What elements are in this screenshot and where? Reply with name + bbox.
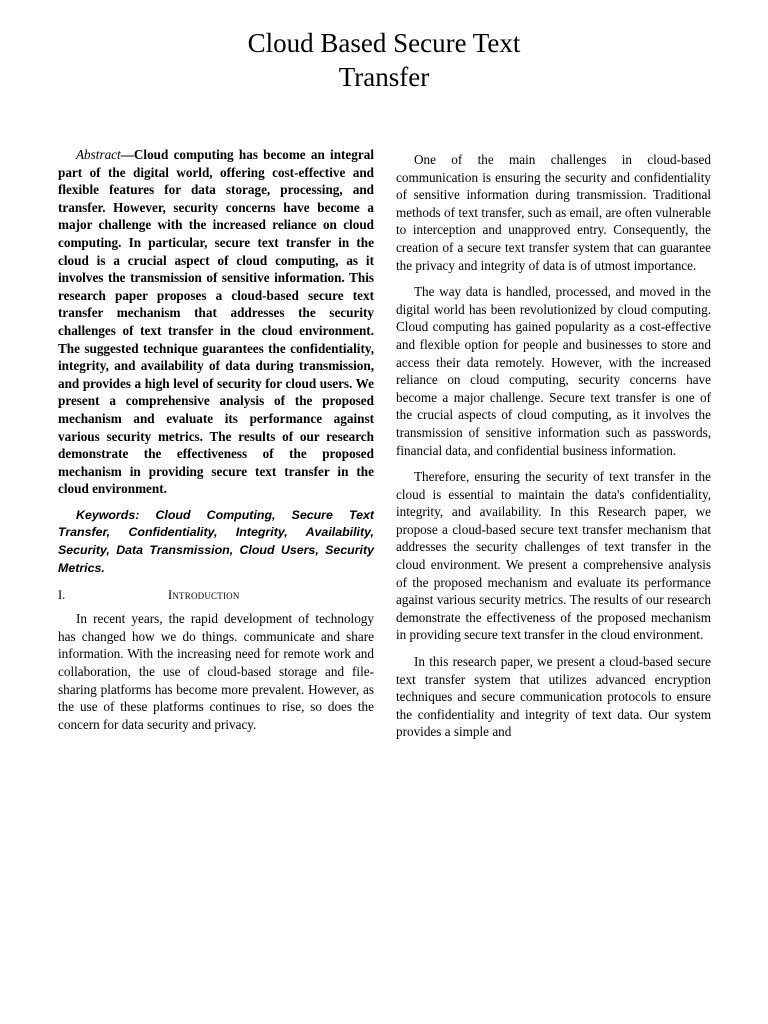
- intro-paragraph-1: In recent years, the rapid development of technology has changed how we do things. communicate and share information. With the increasing need for remote work and collaboration, the use of cloud-based storage and file-sharing platforms has become more prevalent. However, as the use of these platforms continues to rise, so does the concern for data security and privacy.: [58, 611, 374, 732]
- paper-title: [0, 26, 768, 94]
- body-paragraph-2: The way data is handled, processed, and moved in the digital world has been revolutionized by cloud computing. Cloud computing has gained popularity as a cost-effective and flexible option for people and businesses to store and access their data remotely. However, with the increased reliance on cloud computing, security concerns have become a major challenge. Secure text transfer is one of the crucial aspects of cloud computing, as it involves the transmission of sensitive information such as passwords, financial data, and confidential business information.: [396, 284, 711, 458]
- body-paragraph-4: In this research paper, we present a cloud-based secure text transfer system that utilizes advanced encryption techniques and secure communication protocols to ensure the confidentiality and integrity of text data. Our system provides a simple and: [396, 654, 711, 740]
- left-column: [58, 146, 374, 742]
- paper-title-line-1: Cloud Based Secure Text: [247, 28, 521, 58]
- section-heading-introduction: [58, 587, 374, 604]
- abstract-paragraph: [58, 146, 374, 498]
- abstract-dash: —: [120, 147, 134, 162]
- keywords-text: Cloud Computing, Secure Text Transfer, Confidentiality, Integrity, Availability, Security, Data Transmission, Cloud Users, Security Metrics.: [58, 507, 374, 575]
- right-column: [396, 151, 711, 750]
- abstract-text: Cloud computing has become an integral part of the digital world, offering cost-effective and flexible features for data storage, processing, and transfer. However, security concerns have become a major challenge with the increased reliance on cloud computing. In particular, secure text transfer in the cloud is a crucial aspect of cloud computing, as it involves the transmission of sensitive information. This research paper proposes a cloud-based secure text transfer mechanism that addresses the security challenges of text transfer in the cloud environment. The suggested technique guarantees the confidentiality, integrity, and availability of data during transmission, and provides a high level of security for cloud users. We present a comprehensive analysis of the proposed mechanism and evaluate its performance against various security metrics. The results of our research demonstrate the effectiveness of the proposed mechanism in providing secure text transfer in the cloud environment.: [58, 147, 374, 497]
- paper-title-line-2: Transfer: [338, 62, 430, 92]
- keywords-paragraph: [58, 507, 374, 577]
- body-paragraph-3: Therefore, ensuring the security of text transfer in the cloud is essential to maintain the data's confidentiality, integrity, and availability. In this Research paper, we propose a cloud-based secure text transfer mechanism that addresses the security challenges of text transfer in the cloud environment. We present a comprehensive analysis of the proposed mechanism and evaluate its performance against various security metrics. The results of our research demonstrate the effectiveness of the proposed mechanism in providing secure text transfer in the cloud environment.: [396, 469, 711, 643]
- abstract-label: Abstract: [76, 147, 121, 162]
- keywords-label: Keywords:: [76, 507, 140, 522]
- body-paragraph-1: One of the main challenges in cloud-based communication is ensuring the security and confidentiality of sensitive information during transmission. Traditional methods of text transfer, such as email, are often vulnerable to interception and unapproved entry. Consequently, the creation of a secure text transfer system that can guarantee the privacy and integrity of data is of utmost importance.: [396, 152, 711, 273]
- section-number: I.: [58, 588, 66, 603]
- section-title: Introduction: [168, 588, 240, 603]
